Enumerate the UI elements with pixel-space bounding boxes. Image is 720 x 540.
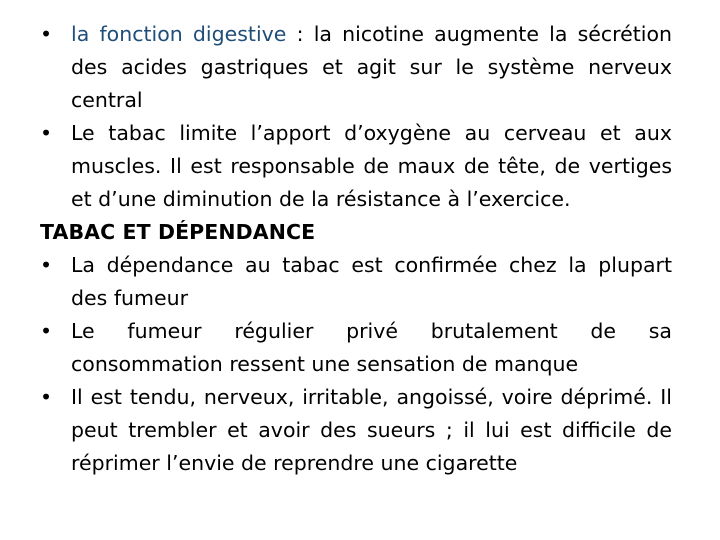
bullet-text: : la nicotine augmente la sécrétion des acides gastriques et agit sur le système nerveux central [71,22,673,112]
bullet-item-symptomes [40,381,672,480]
slide-content [40,18,672,480]
bullet-item-digestive [40,18,672,117]
bullet-text: Il est tendu, nerveux, irritable, angoissé, voire déprimé. Il peut trembler et avoir des sueurs ; il lui est difficile de réprimer l’envie de reprendre une cigarette [71,385,672,475]
bullet-text: Le tabac limite l’apport d’oxygène au cerveau et aux muscles. Il est responsable de maux de tête, de vertiges et d’une diminution de la résistance à l’exercice. [71,121,672,211]
bullet-text: Le fumeur régulier privé brutalement de sa consommation ressent une sensation de manque [71,319,672,376]
bullet-item-oxygen [40,117,672,216]
bullet-icon: • [40,121,53,145]
bullet-icon: • [40,253,53,277]
term-fonction-digestive: la fonction digestive [71,22,287,46]
bullet-icon: • [40,22,53,46]
bullet-item-dependance [40,249,672,315]
section-heading: TABAC ET DÉPENDANCE [40,220,316,244]
bullet-item-manque [40,315,672,381]
bullet-text: La dépendance au tabac est confirmée chez la plupart des fumeur [71,253,672,310]
bullet-icon: • [40,319,53,343]
bullet-icon: • [40,385,53,409]
